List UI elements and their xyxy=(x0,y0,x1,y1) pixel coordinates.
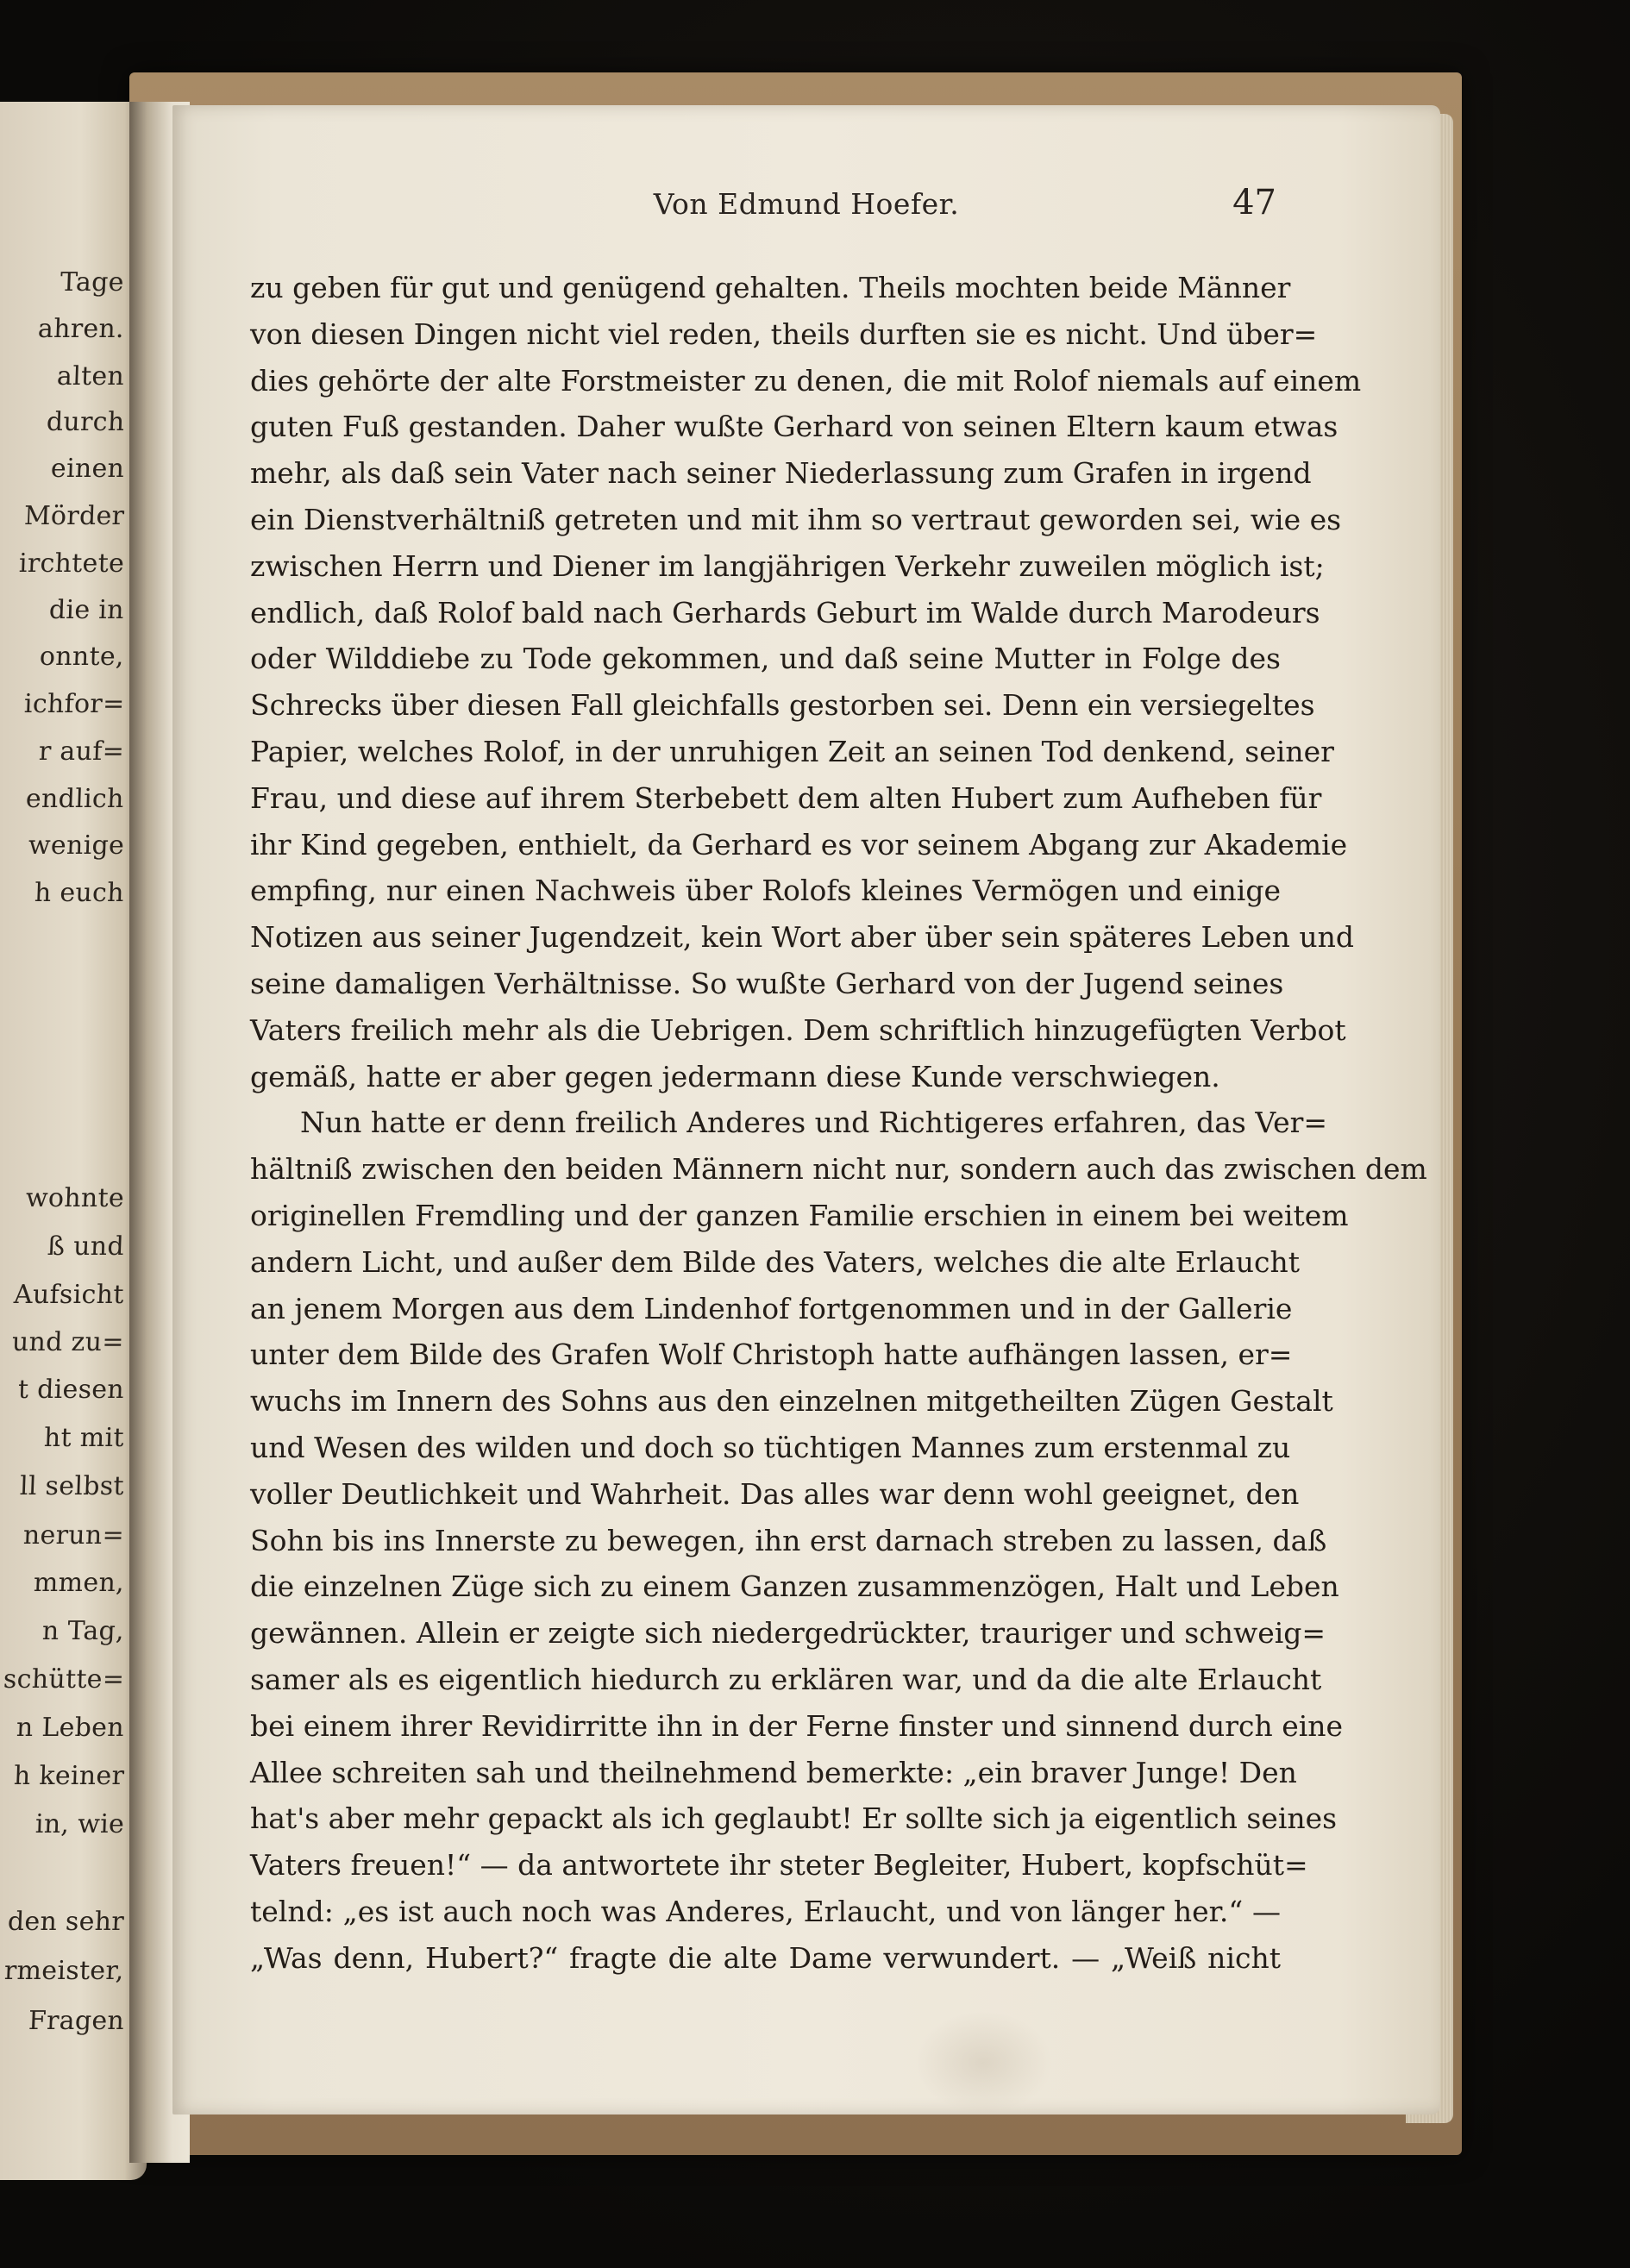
text-line: Vaters freuen!“ — da antwortete ihr steter Begleiter, Hubert, kopfschüt= xyxy=(250,1848,1308,1883)
left-page-line: und zu= xyxy=(11,1327,125,1357)
left-page-line: Fragen xyxy=(28,2006,125,2036)
body-text xyxy=(250,265,1427,1981)
left-page-line: wohnte xyxy=(25,1183,125,1213)
text-line: oder Wilddiebe zu Tode gekommen, und daß seine Mutter in Folge des xyxy=(250,642,1281,676)
text-line: Sohn bis ins Innerste zu bewegen, ihn erst darnach streben zu lassen, daß xyxy=(250,1523,1327,1557)
page-number: 47 xyxy=(1232,183,1276,222)
text-line: Notizen aus seiner Jugendzeit, kein Wort aber über sein späteres Leben und xyxy=(250,920,1355,955)
text-line: mehr, als daß sein Vater nach seiner Niederlassung zum Grafen in irgend xyxy=(250,456,1312,491)
left-page-line: mmen, xyxy=(33,1568,125,1598)
text-line: von diesen Dingen nicht viel reden, theils durften sie es nicht. Und über= xyxy=(250,316,1318,351)
text-line: Allee schreiten sah und theilnehmend bemerkte: „ein braver Junge! Den xyxy=(250,1755,1297,1789)
left-page-line: Tage xyxy=(60,267,125,298)
text-line: ihr Kind gegeben, enthielt, da Gerhard es vor seinem Abgang zur Akademie xyxy=(250,827,1348,861)
text-line: die einzelnen Züge sich zu einem Ganzen zusammenzögen, Halt und Leben xyxy=(250,1569,1339,1604)
right-page xyxy=(172,105,1440,2115)
left-page-line: n Leben xyxy=(16,1713,125,1743)
left-page-line: den sehr xyxy=(7,1907,125,1937)
text-line: dies gehörte der alte Forstmeister zu denen, die mit Rolof niemals auf einem xyxy=(250,363,1362,398)
left-page-line: die in xyxy=(48,595,125,625)
text-line: guten Fuß gestanden. Daher wußte Gerhard von seinen Eltern kaum etwas xyxy=(250,410,1338,444)
left-page-line: rmeister, xyxy=(3,1956,125,1986)
left-page-line: durch xyxy=(45,407,125,437)
paragraph-end-line: gemäß, hatte er aber gegen jedermann diese Kunde verschwiegen. xyxy=(250,1059,1220,1093)
left-page-line: ichfor= xyxy=(22,689,125,719)
left-page-line: h keiner xyxy=(13,1761,125,1791)
text-line: bei einem ihrer Revidirritte ihn in der Ferne finster und sinnend durch eine xyxy=(250,1708,1344,1743)
left-page-line: einen xyxy=(50,454,125,484)
left-page-line: n Tag, xyxy=(41,1616,125,1646)
text-line: hältniß zwischen den beiden Männern nicht nur, sondern auch das zwischen dem xyxy=(250,1152,1427,1187)
text-line: wuchs im Innern des Sohns aus den einzelnen mitgetheilten Zügen Gestalt xyxy=(250,1384,1333,1419)
text-line: gewännen. Allein er zeigte sich niedergedrückter, trauriger und schweig= xyxy=(250,1616,1326,1651)
text-line: Vaters freilich mehr als die Uebrigen. Dem schriftlich hinzugefügten Verbot xyxy=(250,1012,1346,1047)
text-line: endlich, daß Rolof bald nach Gerhards Geburt im Walde durch Marodeurs xyxy=(250,595,1320,630)
left-page-line: irchtete xyxy=(18,548,125,579)
left-page-line: onnte, xyxy=(39,642,125,672)
text-line: voller Deutlichkeit und Wahrheit. Das alles war denn wohl geeignet, den xyxy=(250,1476,1300,1511)
left-page-line: in, wie xyxy=(34,1809,125,1839)
text-line: Papier, welches Rolof, in der unruhigen Zeit an seinen Tod denkend, seiner xyxy=(250,734,1334,768)
text-line: „Was denn, Hubert?“ fragte die alte Dame verwundert. — „Weiß nicht xyxy=(250,1940,1281,1975)
left-page-line: wenige xyxy=(28,830,125,861)
text-line: seine damaligen Verhältnisse. So wußte Gerhard von der Jugend seines xyxy=(250,966,1284,1000)
text-line: Schrecks über diesen Fall gleichfalls gestorben sei. Denn ein versiegeltes xyxy=(250,688,1315,723)
left-page-line: alten xyxy=(56,361,125,392)
left-page-line: nerun= xyxy=(22,1520,125,1551)
left-page-line: t diesen xyxy=(17,1375,125,1405)
text-line: und Wesen des wilden und doch so tüchtigen Mannes zum erstenmal zu xyxy=(250,1430,1291,1464)
left-page-line: r auf= xyxy=(38,736,125,767)
text-line: unter dem Bilde des Grafen Wolf Christoph hatte aufhängen lassen, er= xyxy=(250,1338,1293,1372)
text-line: ein Dienstverhältniß getreten und mit ihm so vertraut geworden sei, wie es xyxy=(250,502,1342,536)
text-line: Frau, und diese auf ihrem Sterbebett dem alten Hubert zum Aufheben für xyxy=(250,780,1322,815)
left-page-line: ht mit xyxy=(43,1423,125,1453)
text-line: empfing, nur einen Nachweis über Rolofs kleines Vermögen und einige xyxy=(250,874,1281,908)
text-line: zwischen Herrn und Diener im langjährigen Verkehr zuweilen möglich ist; xyxy=(250,548,1325,583)
left-page-line: Mörder xyxy=(23,501,125,531)
left-page-line: schütte= xyxy=(3,1664,125,1695)
text-line: andern Licht, und außer dem Bilde des Vaters, welches die alte Erlaucht xyxy=(250,1244,1300,1279)
left-page-line: ß und xyxy=(47,1231,125,1262)
left-page-line: ll selbst xyxy=(19,1471,125,1501)
text-line: samer als es eigentlich hiedurch zu erklären war, und da die alte Erlaucht xyxy=(250,1662,1322,1696)
paper-stain xyxy=(914,2011,1052,2115)
text-line: hat's aber mehr gepackt als ich geglaubt! Er sollte sich ja eigentlich seines xyxy=(250,1801,1338,1836)
running-head: Von Edmund Hoefer. xyxy=(653,187,960,221)
text-line: zu geben für gut und genügend gehalten. Theils mochten beide Männer xyxy=(250,271,1291,304)
left-page-line: ahren. xyxy=(37,314,125,344)
left-page xyxy=(0,102,147,2180)
left-page-line: endlich xyxy=(25,784,125,814)
paragraph-start-line: Nun hatte er denn freilich Anderes und Richtigeres erfahren, das Ver= xyxy=(300,1106,1328,1140)
text-line: telnd: „es ist auch noch was Anderes, Erlaucht, und von länger her.“ — xyxy=(250,1894,1281,1928)
left-page-line: h euch xyxy=(34,878,125,908)
text-line: an jenem Morgen aus dem Lindenhof fortgenommen und in der Gallerie xyxy=(250,1291,1293,1325)
text-line: originellen Fremdling und der ganzen Familie erschien in einem bei weitem xyxy=(250,1198,1349,1232)
left-page-line: Aufsicht xyxy=(13,1280,125,1310)
